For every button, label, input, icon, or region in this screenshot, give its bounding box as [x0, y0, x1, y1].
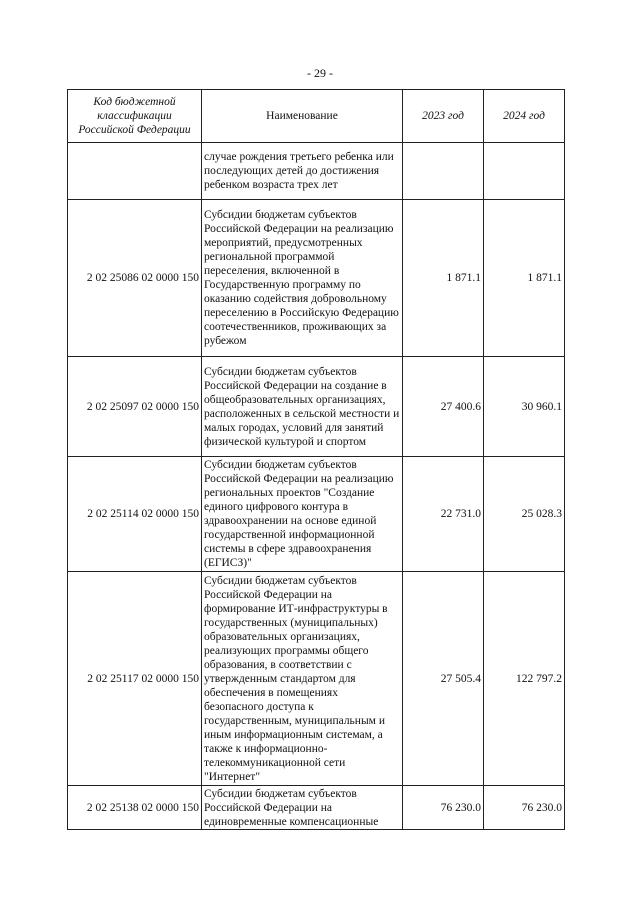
row-value-2024: 25 028.3: [484, 457, 565, 572]
table-header-row: [68, 90, 565, 143]
row-name: Субсидии бюджетам субъектов Российской Федерации на формирование ИТ-инфраструктуры в государственных (муниципальных) образовательных организациях, реализующих программы общего образования, в соответствии с утвержденным стандартом для обеспечения в помещениях безопасного доступа к государственным, муниципальным и иным информационным системам, а также к информационно-телекоммуникационной сети "Интернет": [202, 572, 403, 786]
header-year-2024: 2024 год: [484, 90, 565, 143]
row-code: 2 02 25097 02 0000 150: [68, 357, 202, 457]
row-value-2024: 122 797.2: [484, 572, 565, 786]
row-value-2024: 76 230.0: [484, 786, 565, 830]
header-year-2023: 2023 год: [403, 90, 484, 143]
row-code: 2 02 25114 02 0000 150: [68, 457, 202, 572]
page-number: - 29 -: [307, 66, 333, 80]
table-row: [68, 572, 565, 786]
row-name: случае рождения третьего ребенка или последующих детей до достижения ребенком возраста трех лет: [202, 143, 403, 200]
row-code: 2 02 25086 02 0000 150: [68, 200, 202, 357]
row-value-2024: 30 960.1: [484, 357, 565, 457]
table-row: [68, 786, 565, 830]
row-value-2023: 27 400.6: [403, 357, 484, 457]
header-name: Наименование: [202, 90, 403, 143]
table-row: [68, 357, 565, 457]
row-value-2023: 27 505.4: [403, 572, 484, 786]
row-code: 2 02 25117 02 0000 150: [68, 572, 202, 786]
row-name: Субсидии бюджетам субъектов Российской Федерации на реализацию мероприятий, предусмотренных региональной программой переселения, включенной в Государственную программу по оказанию содействия добровольному переселению в Российскую Федерацию соотечественников, проживающих за рубежом: [202, 200, 403, 357]
row-name: Субсидии бюджетам субъектов Российской Федерации на единовременные компенсационные: [202, 786, 403, 830]
row-value-2023: 1 871.1: [403, 200, 484, 357]
row-code: [68, 143, 202, 200]
row-name: Субсидии бюджетам субъектов Российской Федерации на реализацию региональных проектов "Создание единого цифрового контура в здравоохранении на основе единой государственной информационной системы в сфере здравоохранения (ЕГИСЗ)": [202, 457, 403, 572]
row-name: Субсидии бюджетам субъектов Российской Федерации на создание в общеобразовательных организациях, расположенных в сельской местности и малых городах, условий для занятий физической культурой и спортом: [202, 357, 403, 457]
row-value-2023: 76 230.0: [403, 786, 484, 830]
row-value-2023: [403, 143, 484, 200]
table-row: [68, 200, 565, 357]
row-code: 2 02 25138 02 0000 150: [68, 786, 202, 830]
row-value-2024: 1 871.1: [484, 200, 565, 357]
table-row: [68, 457, 565, 572]
header-code: Код бюджетной классификации Российской Федерации: [68, 90, 202, 143]
budget-table: [67, 89, 565, 830]
row-value-2023: 22 731.0: [403, 457, 484, 572]
row-value-2024: [484, 143, 565, 200]
table-row: [68, 143, 565, 200]
